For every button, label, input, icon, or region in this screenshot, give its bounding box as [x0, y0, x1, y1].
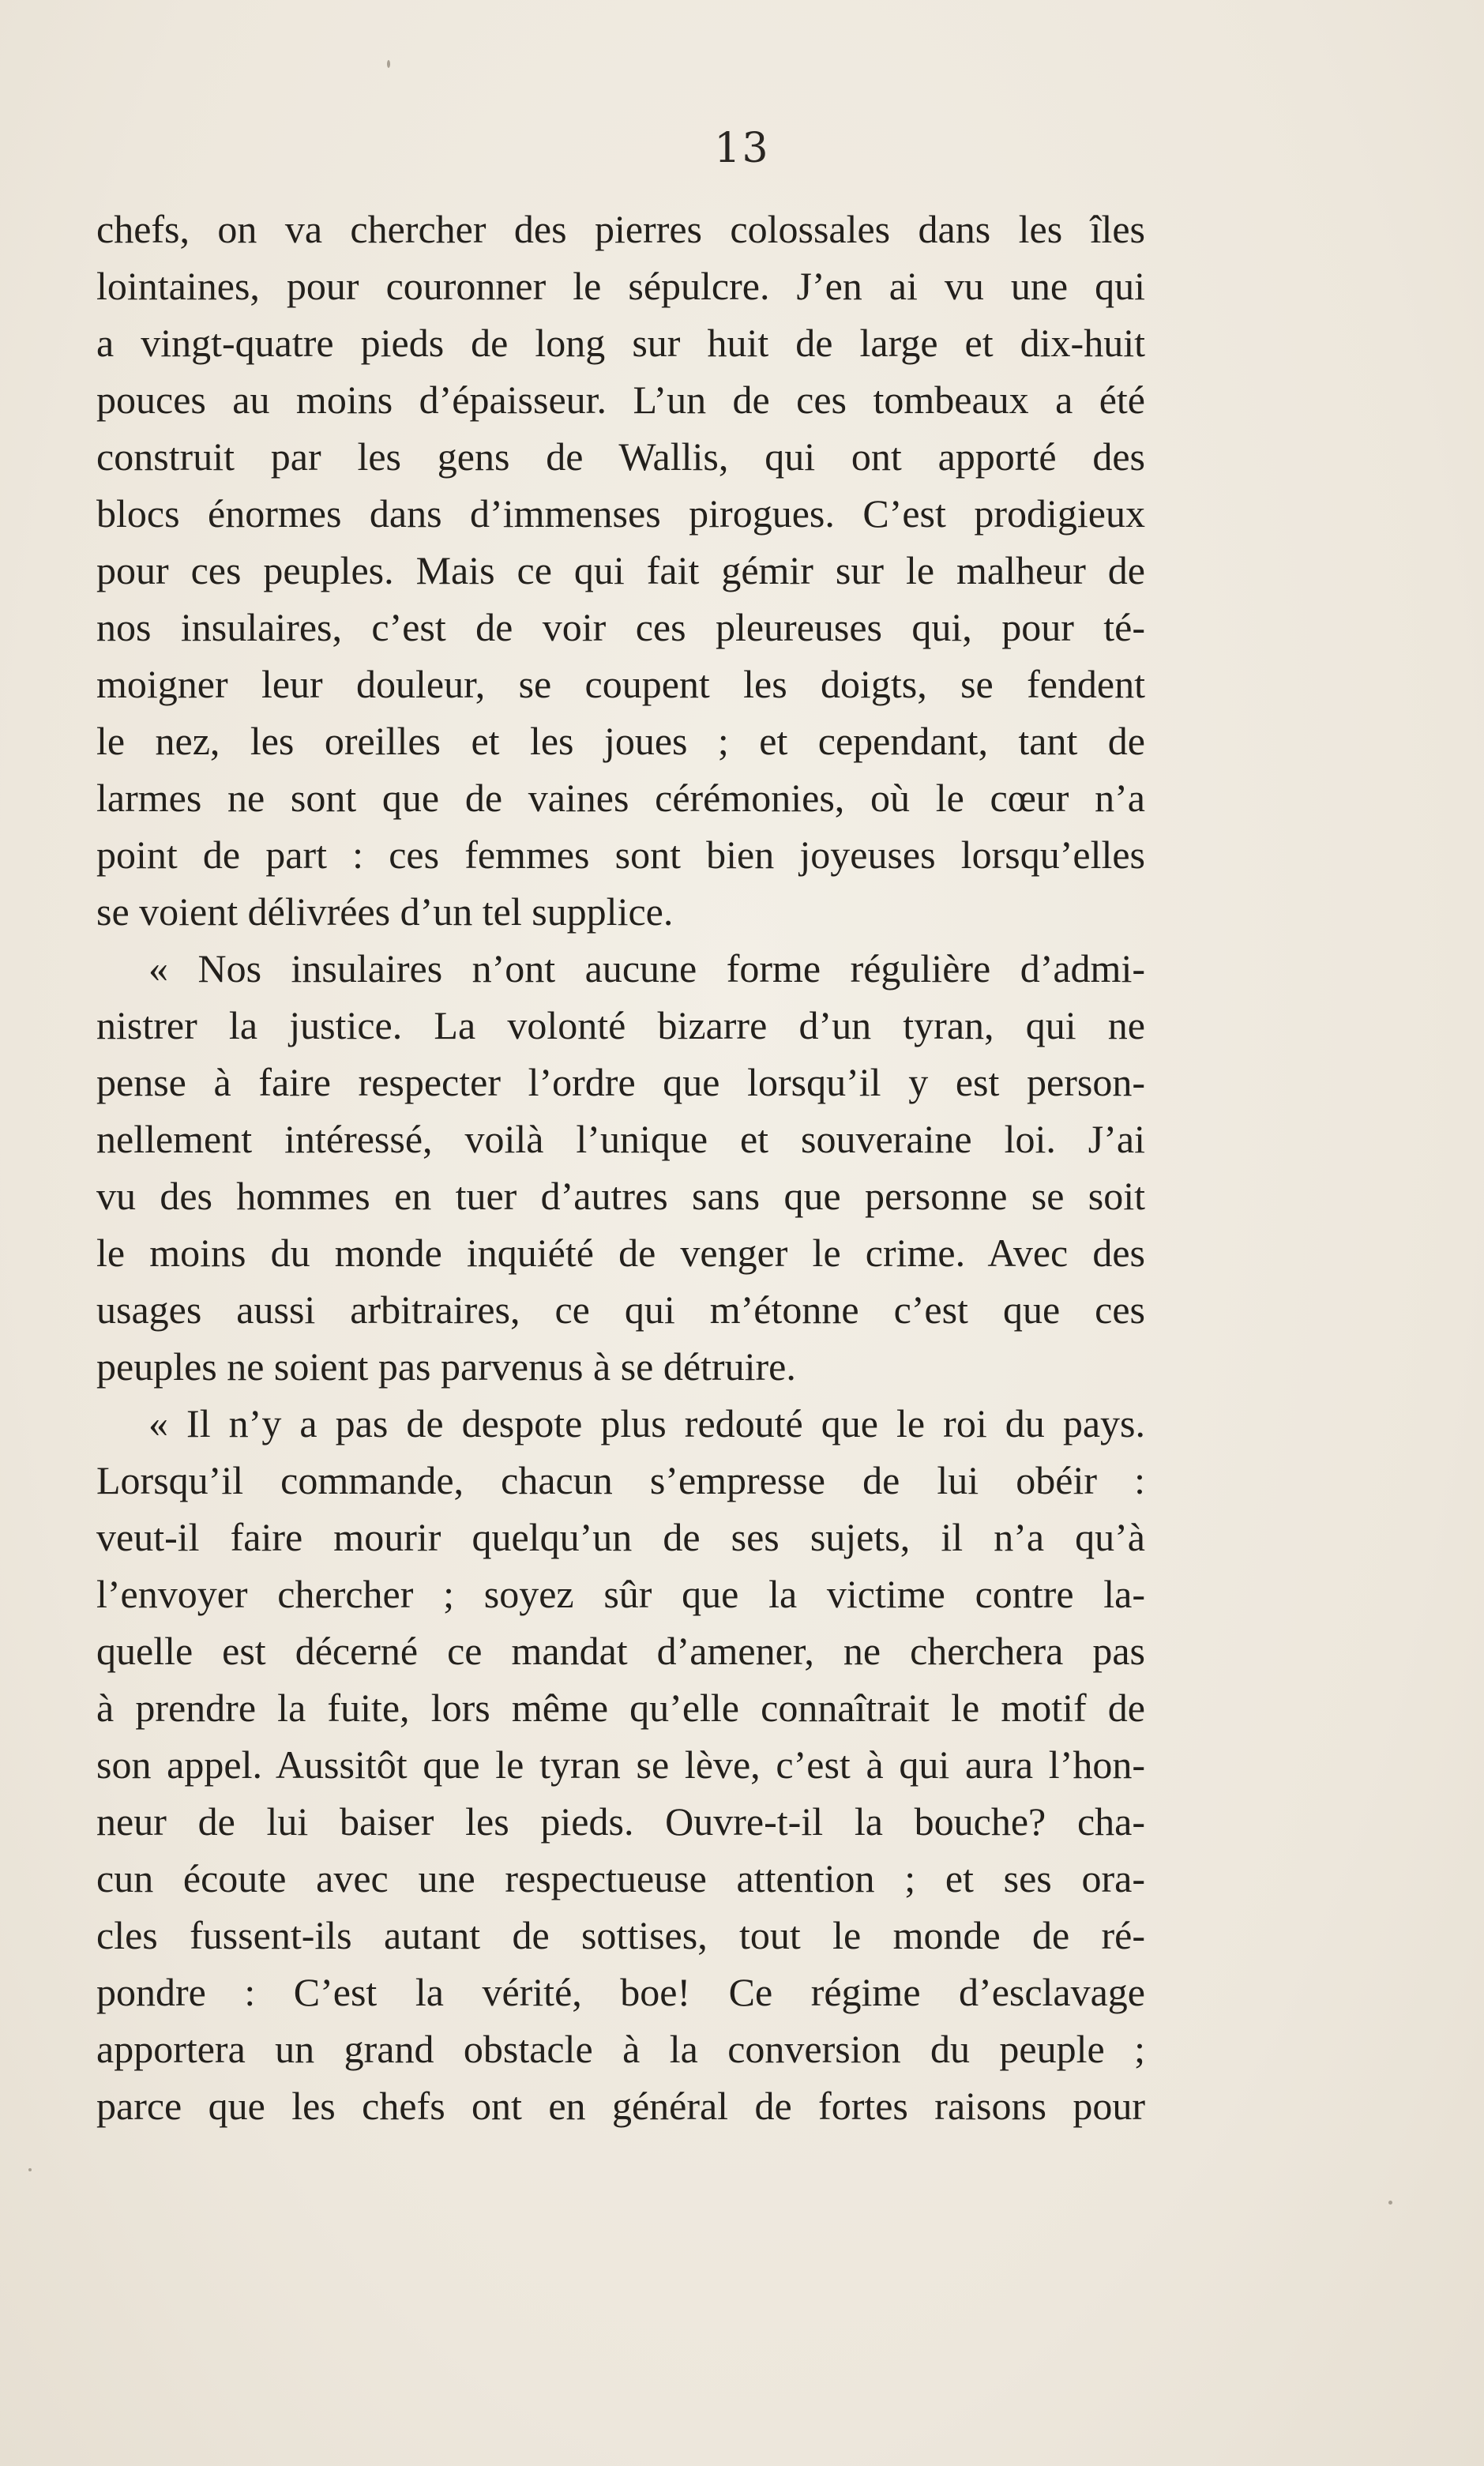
text-line: l’envoyer chercher ; soyez sûr que la victime contre la-: [96, 1572, 1145, 1616]
text-line: construit par les gens de Wallis, qui ont apporté des: [96, 434, 1145, 479]
text-line: nellement intéressé, voilà l’unique et souveraine loi. J’ai: [96, 1117, 1145, 1161]
text-line: moigner leur douleur, se coupent les doigts, se fendent: [96, 662, 1145, 706]
text-line: veut-il faire mourir quelqu’un de ses sujets, il n’a qu’à: [96, 1515, 1145, 1559]
paragraph-start: « Nos insulaires n’ont aucune forme régulière d’admi-: [148, 946, 1145, 991]
text-line: se voient délivrées d’un tel supplice.: [96, 889, 674, 934]
text-line: quelle est décerné ce mandat d’amener, ne cherchera pas: [96, 1629, 1145, 1673]
text-line: neur de lui baiser les pieds. Ouvre-t-il la bouche? cha-: [96, 1799, 1145, 1844]
text-line: lointaines, pour couronner le sépulcre. J’en ai vu une qui: [96, 264, 1145, 308]
text-line: cles fussent-ils autant de sottises, tout le monde de ré-: [96, 1913, 1145, 1957]
text-line: a vingt-quatre pieds de long sur huit de large et dix-huit: [96, 321, 1145, 365]
text-line: parce que les chefs ont en général de fortes raisons pour: [96, 2084, 1145, 2128]
text-line: à prendre la fuite, lors même qu’elle connaîtrait le motif de: [96, 1686, 1145, 1730]
text-line: pour ces peuples. Mais ce qui fait gémir sur le malheur de: [96, 548, 1145, 592]
text-line: point de part : ces femmes sont bien joyeuses lorsqu’elles: [96, 833, 1145, 877]
text-line: pense à faire respecter l’ordre que lorsqu’il y est person-: [96, 1060, 1145, 1104]
body-text: [96, 201, 1145, 2134]
text-line: son appel. Aussitôt que le tyran se lève, c’est à qui aura l’hon-: [96, 1742, 1145, 1787]
text-line: blocs énormes dans d’immenses pirogues. C’est prodigieux: [96, 491, 1145, 536]
text-line: peuples ne soient pas parvenus à se détruire.: [96, 1344, 796, 1389]
text-line: le moins du monde inquiété de venger le crime. Avec des: [96, 1231, 1145, 1275]
text-line: nos insulaires, c’est de voir ces pleureuses qui, pour té-: [96, 605, 1145, 649]
text-line: pouces au moins d’épaisseur. L’un de ces tombeaux a été: [96, 378, 1145, 422]
text-line: nistrer la justice. La volonté bizarre d’un tyran, qui ne: [96, 1003, 1145, 1047]
text-line: vu des hommes en tuer d’autres sans que personne se soit: [96, 1174, 1145, 1218]
text-line: apportera un grand obstacle à la conversion du peuple ;: [96, 2027, 1145, 2071]
text-line: le nez, les oreilles et les joues ; et cependant, tant de: [96, 719, 1145, 763]
text-line: larmes ne sont que de vaines cérémonies, où le cœur n’a: [96, 776, 1145, 820]
paper-speck: [387, 60, 390, 68]
paper-speck: [28, 2168, 32, 2171]
paragraph-start: « Il n’y a pas de despote plus redouté que le roi du pays.: [148, 1401, 1145, 1445]
text-line: Lorsqu’il commande, chacun s’empresse de lui obéir :: [96, 1458, 1145, 1502]
paper-speck: [1388, 2201, 1392, 2205]
page-number: 13: [714, 125, 770, 172]
text-line: pondre : C’est la vérité, boe! Ce régime d’esclavage: [96, 1970, 1145, 2014]
text-line: chefs, on va chercher des pierres colossales dans les îles: [96, 207, 1145, 251]
text-line: usages aussi arbitraires, ce qui m’étonne c’est que ces: [96, 1288, 1145, 1332]
text-line: cun écoute avec une respectueuse attention ; et ses ora-: [96, 1856, 1145, 1900]
